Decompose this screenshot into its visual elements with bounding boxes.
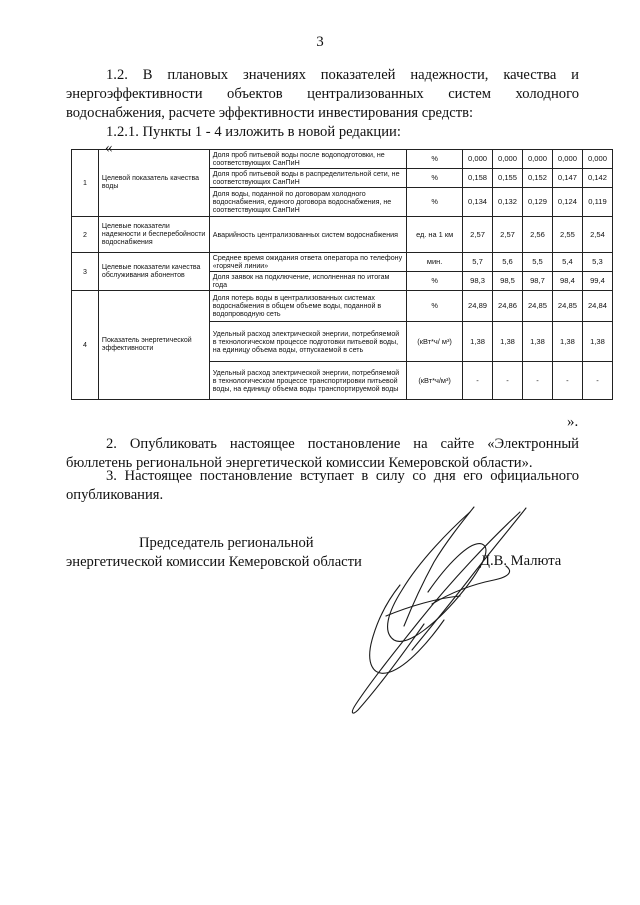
- value-cell: 5,6: [493, 253, 523, 272]
- group-number-cell: 4: [72, 291, 99, 400]
- value-cell: 0,124: [552, 188, 582, 217]
- value-cell: 1,38: [463, 322, 493, 362]
- value-cell: -: [522, 362, 552, 400]
- indicator-description-cell: Доля проб питьевой воды в распределительной сети, не соответствующих СанПиН: [209, 169, 406, 188]
- group-name-cell: Целевые показатели качества обслуживания абонентов: [98, 253, 209, 291]
- value-cell: -: [463, 362, 493, 400]
- value-cell: 5,5: [522, 253, 552, 272]
- paragraph-1-2-1-text: 1.2.1. Пункты 1 - 4 изложить в новой редакции:: [106, 124, 401, 140]
- value-cell: 5,4: [552, 253, 582, 272]
- value-cell: 2,54: [582, 217, 612, 253]
- indicator-description-cell: Доля потерь воды в централизованных системах водоснабжения в общем объеме воды, поданной в водопроводную сеть: [209, 291, 406, 322]
- value-cell: 5,7: [463, 253, 493, 272]
- value-cell: 2,57: [463, 217, 493, 253]
- unit-cell: %: [407, 291, 463, 322]
- value-cell: 0,147: [552, 169, 582, 188]
- group-name-cell: Целевой показатель качества воды: [98, 150, 209, 217]
- close-quote: ».: [567, 414, 579, 430]
- group-number-cell: 1: [72, 150, 99, 217]
- value-cell: 0,000: [552, 150, 582, 169]
- value-cell: 99,4: [582, 272, 612, 291]
- value-cell: 0,152: [522, 169, 552, 188]
- value-cell: 0,119: [582, 188, 612, 217]
- indicator-description-cell: Доля заявок на подключение, исполненная по итогам года: [209, 272, 406, 291]
- value-cell: 1,38: [552, 322, 582, 362]
- value-cell: 0,000: [463, 150, 493, 169]
- value-cell: 2,55: [552, 217, 582, 253]
- paragraph-2-text: 2. Опубликовать настоящее постановление на сайте «Электронный бюллетень региональной энергетической комиссии Кемеровской области».: [66, 436, 579, 471]
- indicator-description-cell: Доля проб питьевой воды после водоподготовки, не соответствующих СанПиН: [209, 150, 406, 169]
- signatory-name: Д.В. Малюта: [480, 553, 562, 569]
- indicator-description-cell: Удельный расход электрической энергии, потребляемой в технологическом процессе транспортировки питьевой воды, на единицу объема воды транспортируемой воды: [209, 362, 406, 400]
- unit-cell: мин.: [407, 253, 463, 272]
- unit-cell: (кВт*ч/м³): [407, 362, 463, 400]
- unit-cell: %: [407, 272, 463, 291]
- indicator-description-cell: Доля воды, поданной по договорам холодного водоснабжения, единого договора водоснабжения, не соответствующих СанПиН: [209, 188, 406, 217]
- group-name-cell: Показатель энергетической эффективности: [98, 291, 209, 400]
- value-cell: 98,4: [552, 272, 582, 291]
- value-cell: 0,142: [582, 169, 612, 188]
- signatory-position-line-1: Председатель региональной: [139, 535, 314, 551]
- paragraph-3-text: 3. Настоящее постановление вступает в силу со дня его официального опубликования.: [66, 468, 579, 503]
- value-cell: 98,7: [522, 272, 552, 291]
- group-number-cell: 3: [72, 253, 99, 291]
- paragraph-1-2-text: 1.2. В плановых значениях показателей надежности, качества и энергоэффективности объектов централизованных систем холодного водоснабжения, расчете эффективности инвестирования средств:: [66, 67, 579, 121]
- value-cell: 24,85: [522, 291, 552, 322]
- unit-cell: ед. на 1 км: [407, 217, 463, 253]
- value-cell: 0,129: [522, 188, 552, 217]
- value-cell: 5,3: [582, 253, 612, 272]
- value-cell: 0,000: [493, 150, 523, 169]
- value-cell: 2,57: [493, 217, 523, 253]
- unit-cell: %: [407, 188, 463, 217]
- unit-cell: %: [407, 150, 463, 169]
- signatory-position-line-2: энергетической комиссии Кемеровской области: [66, 554, 362, 570]
- value-cell: 1,38: [493, 322, 523, 362]
- value-cell: 0,000: [582, 150, 612, 169]
- value-cell: -: [582, 362, 612, 400]
- value-cell: -: [552, 362, 582, 400]
- value-cell: -: [493, 362, 523, 400]
- value-cell: 24,84: [582, 291, 612, 322]
- unit-cell: %: [407, 169, 463, 188]
- value-cell: 24,86: [493, 291, 523, 322]
- indicator-description-cell: Среднее время ожидания ответа оператора по телефону «горячей линии»: [209, 253, 406, 272]
- value-cell: 0,158: [463, 169, 493, 188]
- value-cell: 1,38: [522, 322, 552, 362]
- value-cell: 0,000: [522, 150, 552, 169]
- value-cell: 0,155: [493, 169, 523, 188]
- value-cell: 0,132: [493, 188, 523, 217]
- value-cell: 2,56: [522, 217, 552, 253]
- value-cell: 0,134: [463, 188, 493, 217]
- value-cell: 98,5: [493, 272, 523, 291]
- group-name-cell: Целевые показатели надежности и бесперебойности водоснабжения: [98, 217, 209, 253]
- value-cell: 24,85: [552, 291, 582, 322]
- open-quote: «: [105, 140, 113, 156]
- group-number-cell: 2: [72, 217, 99, 253]
- value-cell: 1,38: [582, 322, 612, 362]
- value-cell: 98,3: [463, 272, 493, 291]
- page-number: 3: [316, 34, 324, 50]
- indicator-description-cell: Аварийность централизованных систем водоснабжения: [209, 217, 406, 253]
- indicator-description-cell: Удельный расход электрической энергии, потребляемой в технологическом процессе подготовки питьевой воды, на единицу объема воды, отпускаемой в сеть: [209, 322, 406, 362]
- value-cell: 24,89: [463, 291, 493, 322]
- unit-cell: (кВт*ч/ м³): [407, 322, 463, 362]
